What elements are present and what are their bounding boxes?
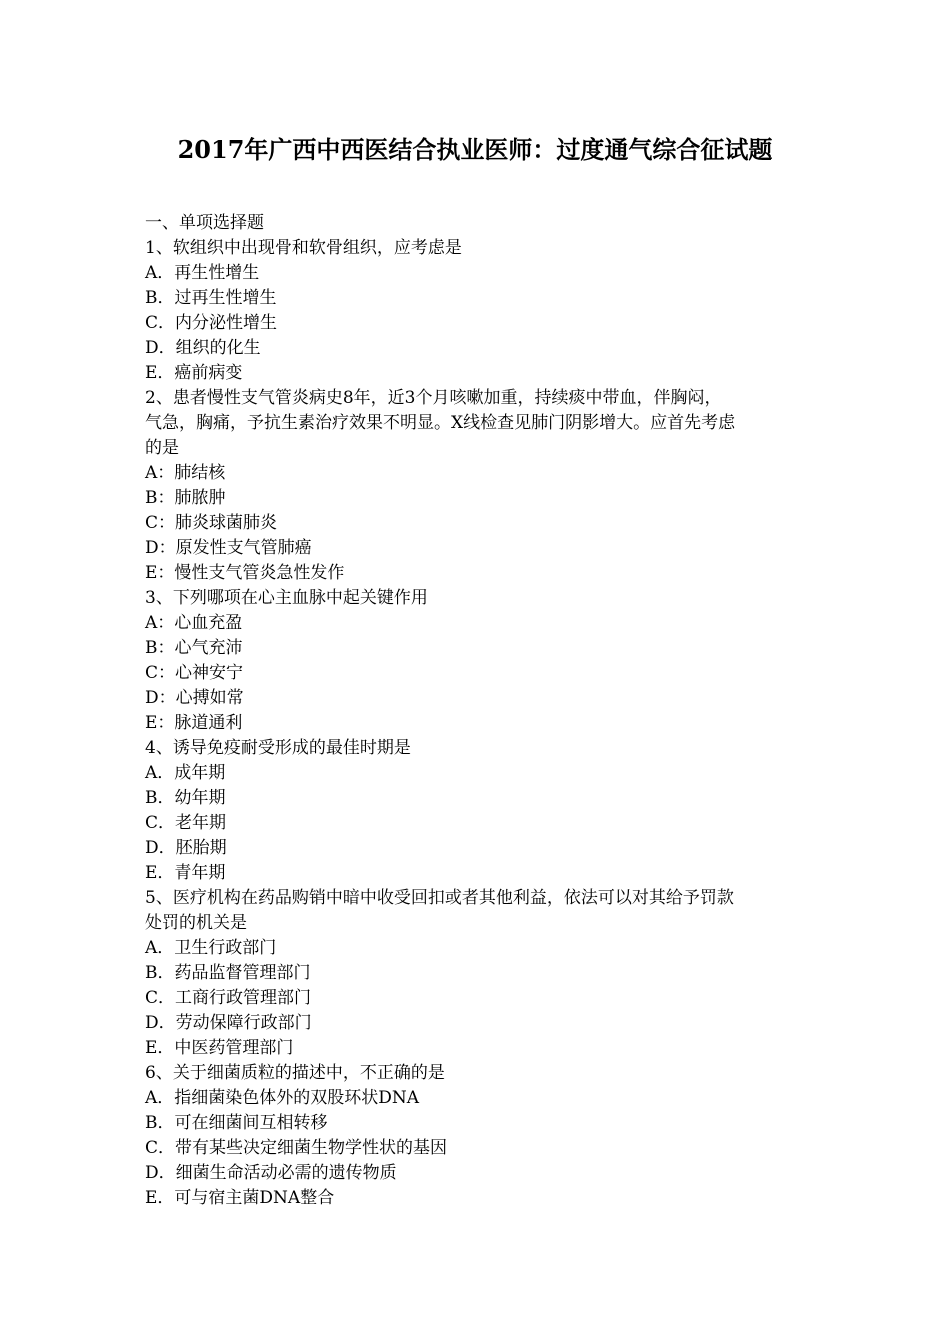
option-b: B．幼年期 [145,788,226,808]
question-3 [145,586,810,736]
option-c: C：肺炎球菌肺炎 [145,513,278,533]
question-2 [145,386,810,586]
option-c: C．老年期 [145,813,227,833]
option-a: A．卫生行政部门 [145,938,277,958]
question-4 [145,736,810,886]
option-a: A：肺结核 [145,463,226,483]
document-body [145,211,810,1211]
question-6 [145,1061,810,1211]
option-a: A．再生性增生 [145,263,260,283]
option-d: D．胚胎期 [145,838,227,858]
question-text-line: 处罚的机关是 [145,913,247,933]
section-heading: 一、单项选择题 [145,213,264,233]
option-a: A．成年期 [145,763,226,783]
question-text-line: 5、医疗机构在药品购销中暗中收受回扣或者其他利益，依法可以对其给予罚款 [145,888,734,908]
question-1 [145,236,810,386]
option-e: E：慢性支气管炎急性发作 [145,563,345,583]
option-b: B．可在细菌间互相转移 [145,1113,328,1133]
question-text-line: 的是 [145,438,179,458]
option-d: D．细菌生命活动必需的遗传物质 [145,1163,397,1183]
option-a: A．指细菌染色体外的双股环状DNA [145,1088,420,1108]
option-b: B：肺脓肿 [145,488,226,508]
question-text: 3、下列哪项在心主血脉中起关键作用 [145,588,428,608]
option-e: E：脉道通利 [145,713,243,733]
option-c: C．工商行政管理部门 [145,988,312,1008]
question-text-line: 气急，胸痛，予抗生素治疗效果不明显。X线检查见肺门阴影增大。应首先考虑 [145,413,736,433]
option-a: A：心血充盈 [145,613,243,633]
question-text: 6、关于细菌质粒的描述中，不正确的是 [145,1063,445,1083]
question-text-line: 2、患者慢性支气管炎病史8年，近3个月咳嗽加重，持续痰中带血，伴胸闷， [145,388,722,408]
option-e: E．青年期 [145,863,226,883]
question-text: 1、软组织中出现骨和软骨组织，应考虑是 [145,238,462,258]
option-d: D：原发性支气管肺癌 [145,538,312,558]
option-b: B．过再生性增生 [145,288,277,308]
option-d: D．劳动保障行政部门 [145,1013,312,1033]
option-e: E．中医药管理部门 [145,1038,294,1058]
question-text: 4、诱导免疫耐受形成的最佳时期是 [145,738,411,758]
option-d: D．组织的化生 [145,338,261,358]
question-5 [145,886,810,1061]
option-e: E．可与宿主菌DNA整合 [145,1188,335,1208]
option-b: B．药品监督管理部门 [145,963,311,983]
option-c: C．带有某些决定细菌生物学性状的基因 [145,1138,448,1158]
document-title: 2017年广西中西医结合执业医师：过度通气综合征试题 [177,135,773,164]
option-c: C：心神安宁 [145,663,244,683]
option-e: E．癌前病变 [145,363,243,383]
option-b: B：心气充沛 [145,638,243,658]
option-d: D：心搏如常 [145,688,244,708]
option-c: C．内分泌性增生 [145,313,278,333]
